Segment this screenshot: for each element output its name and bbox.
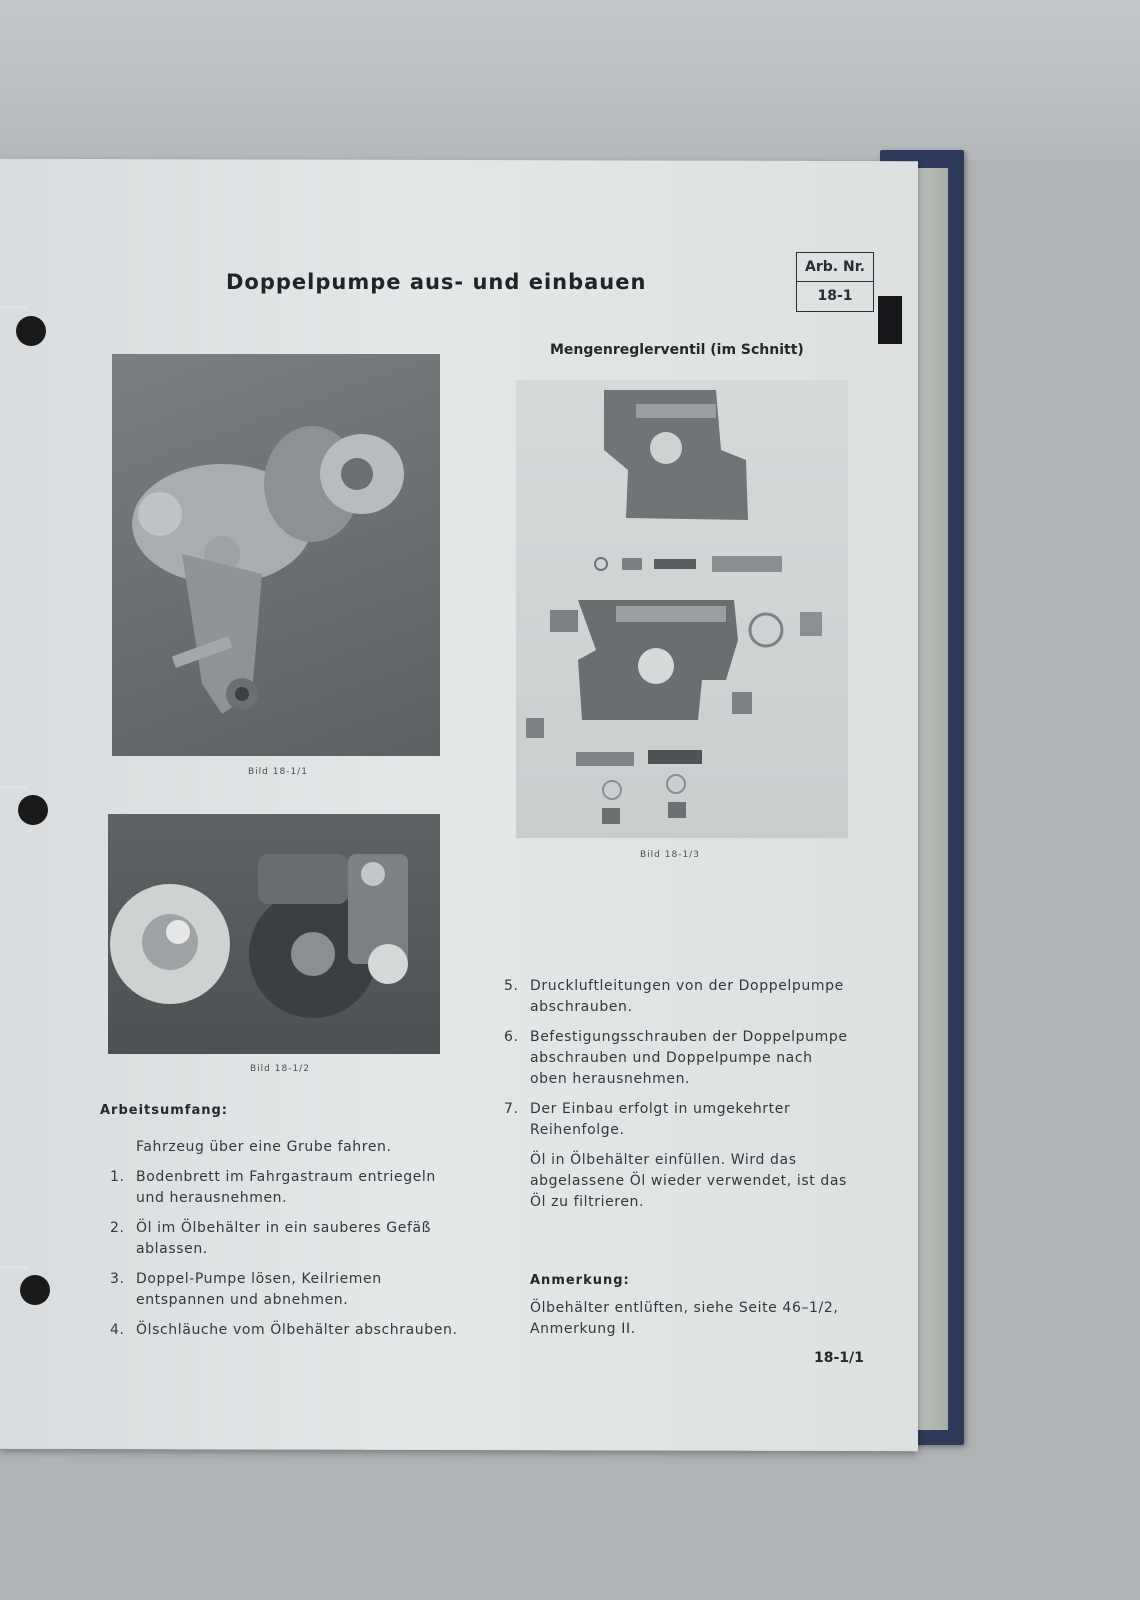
step-text: Bodenbrett im Fahrgastraum entriegeln und herausnehmen. xyxy=(136,1169,436,1206)
figure-title-3: Mengenreglerventil (im Schnitt) xyxy=(550,342,804,358)
page-title: Doppelpumpe aus- und einbauen xyxy=(226,270,647,294)
list-item xyxy=(100,1269,460,1311)
right-text-column xyxy=(504,976,854,1349)
intro-text: Fahrzeug über eine Grube fahren. xyxy=(136,1139,392,1155)
list-item xyxy=(100,1218,460,1260)
arb-number-box xyxy=(796,252,874,312)
figure-caption-3: Bild 18-1/3 xyxy=(640,850,700,860)
step-number: 6. xyxy=(504,1029,519,1045)
step-text: Der Einbau erfolgt in umgekehrter Reihenfolge. xyxy=(530,1101,791,1138)
pump-parts-illustration-icon xyxy=(108,814,440,1054)
list-item xyxy=(504,976,854,1018)
backdrop xyxy=(0,0,1140,160)
list-item xyxy=(504,1099,854,1141)
step-number: 2. xyxy=(110,1220,125,1236)
step-number: 5. xyxy=(504,978,519,994)
ring-wire-icon xyxy=(0,306,30,326)
list-item xyxy=(100,1167,460,1209)
step-text: Befestigungsschrauben der Doppelpumpe abschrauben und Doppelpumpe nach oben herausnehmen. xyxy=(530,1029,848,1087)
step-number: 4. xyxy=(110,1322,125,1338)
step-number: 1. xyxy=(110,1169,125,1185)
step-text: Öl im Ölbehälter in ein sauberes Gefäß ablassen. xyxy=(136,1220,432,1257)
page-number: 18-1/1 xyxy=(814,1350,864,1366)
list-item xyxy=(504,1027,854,1090)
ring-wire-icon xyxy=(0,786,30,806)
step-text: Ölschläuche vom Ölbehälter abschrauben. xyxy=(136,1322,458,1338)
arb-number: 18-1 xyxy=(797,281,873,310)
pump-parts-photo xyxy=(108,814,440,1054)
valve-exploded-illustration-icon xyxy=(516,380,848,838)
pump-illustration-icon xyxy=(112,354,440,756)
step-number: 3. xyxy=(110,1271,125,1287)
arbeitsumfang-heading: Arbeitsumfang: xyxy=(100,1103,228,1118)
step-number: 7. xyxy=(504,1101,519,1117)
step-text: Druckluftleitungen von der Doppelpumpe abschrauben. xyxy=(530,978,844,1015)
left-text-column xyxy=(100,1100,460,1350)
valve-exploded-photo xyxy=(516,380,848,838)
pump-photo xyxy=(112,354,440,756)
step-text: Doppel-Pumpe lösen, Keilriemen entspannen und abnehmen. xyxy=(136,1271,382,1308)
refill-note: Öl in Ölbehälter einfüllen. Wird das abgelassene Öl wieder verwendet, ist das Öl zu filtrieren. xyxy=(530,1152,847,1210)
figure-caption-2: Bild 18-1/2 xyxy=(250,1064,310,1074)
list-item xyxy=(100,1320,460,1341)
section-tab-marker xyxy=(878,296,902,344)
arb-label: Arb. Nr. xyxy=(805,259,865,275)
remark-heading: Anmerkung: xyxy=(530,1273,630,1288)
figure-caption-1: Bild 18-1/1 xyxy=(248,767,308,777)
ring-wire-icon xyxy=(0,1266,32,1286)
remark-text: Ölbehälter entlüften, siehe Seite 46–1/2, Anmerkung II. xyxy=(530,1300,839,1337)
